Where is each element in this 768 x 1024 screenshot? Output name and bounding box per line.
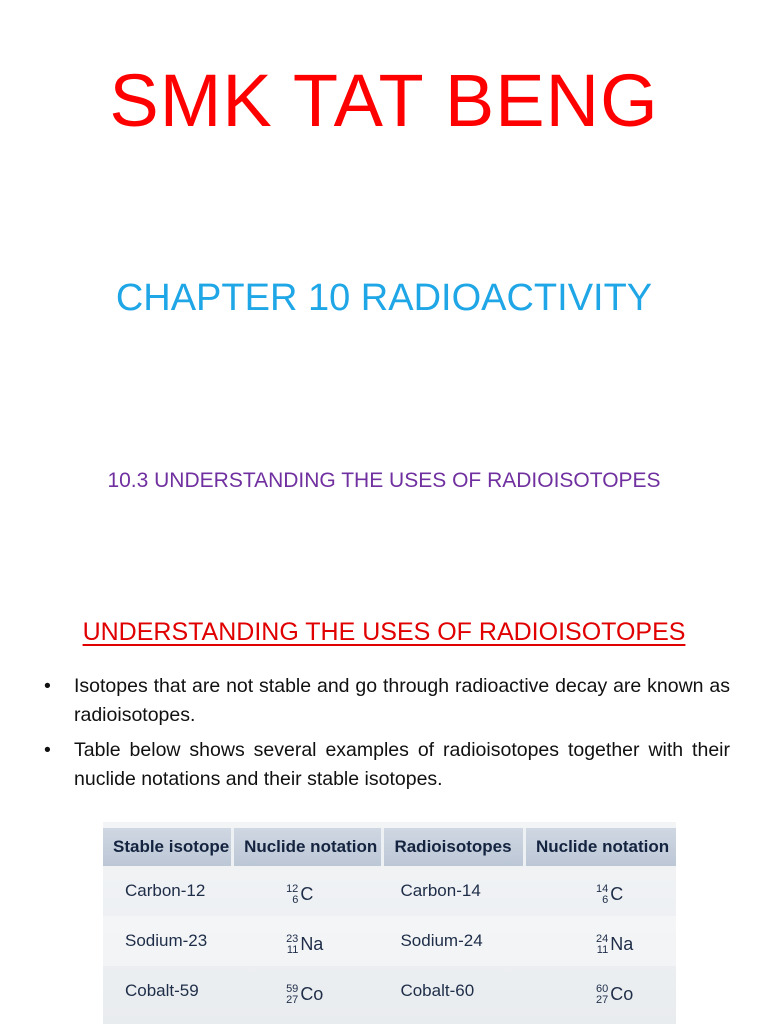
radioisotope-cell: Carbon-14 — [400, 881, 481, 900]
atomic-number: 27 — [286, 993, 299, 1006]
stable-notation-cell — [234, 866, 384, 916]
element-symbol: C — [300, 884, 314, 904]
nuclide-numbers — [286, 984, 298, 1006]
mass-number: 59 — [286, 982, 299, 995]
header-stable-isotope: Stable isotope — [103, 828, 234, 866]
table-body — [103, 866, 676, 1016]
atomic-number: 6 — [292, 893, 299, 906]
radio-notation-cell — [526, 916, 676, 966]
slide-heading: UNDERSTANDING THE USES OF RADIOISOTOPES — [82, 618, 686, 646]
bullet-text: Isotopes that are not stable and go through radioactive decay are known as radioisotopes. — [74, 675, 730, 726]
element-symbol: Co — [300, 984, 324, 1004]
header-nuclide-notation: Nuclide notation — [234, 828, 384, 866]
stable-nuclide-notation — [286, 984, 323, 1006]
element-symbol: C — [610, 884, 624, 904]
nuclide-numbers — [596, 934, 608, 956]
bullet-text: Table below shows several examples of radioisotopes together with their nuclide notations and their stable isotopes. — [74, 739, 730, 790]
table-header-row — [103, 828, 676, 866]
radio-nuclide-notation — [596, 884, 623, 906]
atomic-number: 27 — [595, 993, 609, 1006]
element-symbol: Na — [610, 934, 634, 954]
nuclide-numbers — [286, 884, 298, 906]
element-symbol: Co — [610, 984, 634, 1004]
table-row — [103, 966, 676, 1016]
radio-nuclide-notation — [596, 934, 633, 956]
nuclide-numbers — [596, 984, 608, 1006]
nuclide-numbers — [596, 884, 608, 906]
mass-number: 14 — [595, 882, 609, 895]
stable-notation-cell — [234, 966, 384, 1016]
bullet-dot-icon: • — [44, 675, 51, 697]
bullet-dot-icon: • — [44, 739, 51, 761]
stable-isotope-cell: Sodium-23 — [103, 916, 234, 966]
nuclide-numbers — [286, 934, 298, 956]
header-nuclide-notation-2: Nuclide notation — [526, 828, 676, 866]
radio-notation-cell — [526, 866, 676, 916]
table-row — [103, 866, 676, 916]
mass-number: 23 — [286, 932, 299, 945]
stable-nuclide-notation — [286, 934, 323, 956]
bullet-item — [44, 736, 730, 794]
bullet-item — [44, 672, 730, 730]
stable-isotope-cell: Carbon-12 — [125, 881, 206, 900]
radioisotope-cell: Cobalt-60 — [400, 981, 475, 1000]
radio-nuclide-notation — [596, 984, 633, 1006]
radioisotope-cell: Sodium-24 — [384, 916, 526, 966]
atomic-number: 11 — [286, 943, 299, 956]
atomic-number: 11 — [596, 943, 609, 956]
stable-notation-cell — [234, 916, 384, 966]
stable-nuclide-notation — [286, 884, 313, 906]
table-row — [103, 916, 676, 966]
mass-number: 24 — [595, 932, 609, 945]
element-symbol: Na — [300, 934, 324, 954]
atomic-number: 6 — [602, 893, 609, 906]
radio-notation-cell — [526, 966, 676, 1016]
header-radioisotopes: Radioisotopes — [384, 828, 526, 866]
school-title: SMK TAT BENG — [109, 59, 659, 142]
mass-number: 60 — [595, 982, 609, 995]
stable-isotope-cell: Cobalt-59 — [125, 981, 199, 1000]
section-title: 10.3 UNDERSTANDING THE USES OF RADIOISOTOPES — [107, 469, 661, 492]
chapter-title: CHAPTER 10 RADIOACTIVITY — [115, 277, 653, 319]
mass-number: 12 — [286, 882, 299, 895]
isotope-table-image — [103, 822, 676, 1024]
bullet-list — [44, 672, 730, 800]
isotope-table — [103, 828, 676, 1016]
